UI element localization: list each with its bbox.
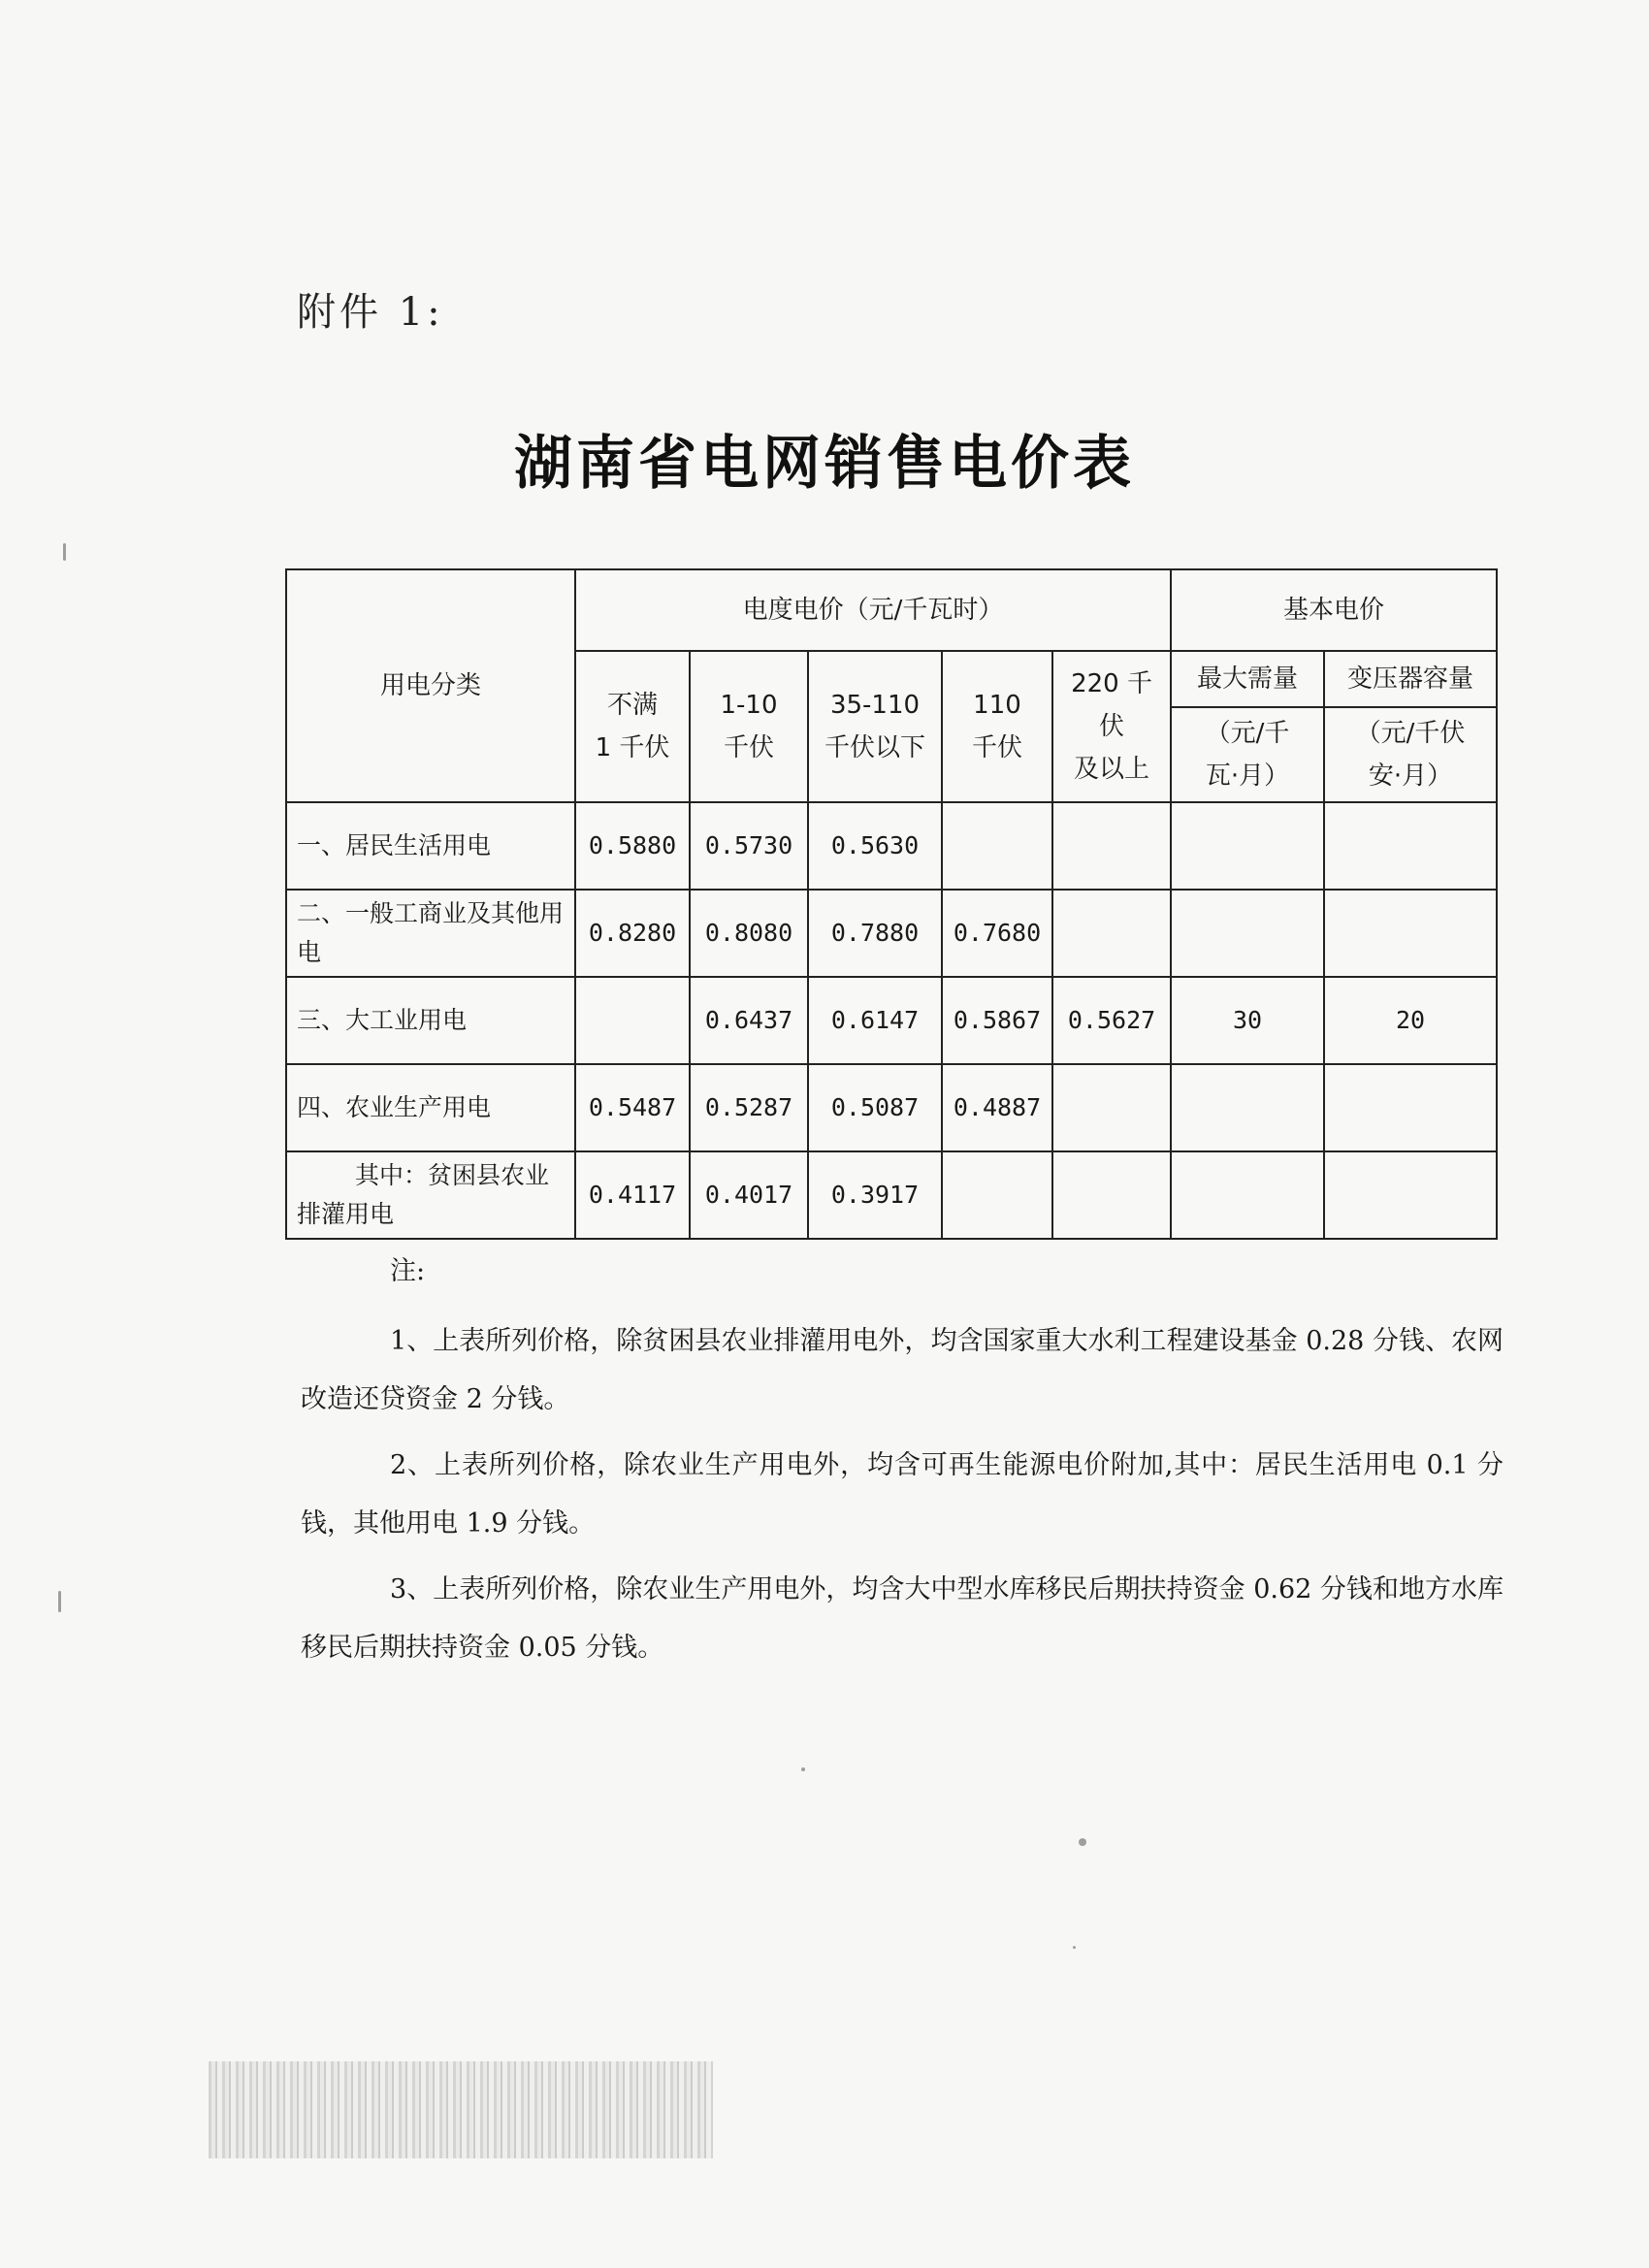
max-demand-header: 最大需量	[1171, 651, 1324, 707]
price-cell: 0.5867	[942, 977, 1052, 1064]
blurred-stamp	[209, 2061, 713, 2158]
transformer-capacity-header: 变压器容量	[1324, 651, 1497, 707]
max-demand-cell	[1171, 1151, 1324, 1239]
row-category: 三、大工业用电	[286, 977, 575, 1064]
voltage-col-line2: 千伏	[723, 733, 774, 762]
price-cell: 0.6147	[808, 977, 942, 1064]
voltage-col-35-110kv	[808, 651, 942, 802]
note-item: 1、上表所列价格，除贫困县农业排灌用电外，均含国家重大水利工程建设基金 0.28 分钱、农网改造还贷资金 2 分钱。	[301, 1326, 1504, 1414]
max-demand-cell	[1171, 890, 1324, 977]
unit-line1: （元/千	[1205, 719, 1290, 748]
transformer-cell: 20	[1324, 977, 1497, 1064]
price-table	[285, 568, 1498, 1240]
voltage-col-line1: 不满	[606, 691, 658, 720]
unit-line1: （元/千伏	[1355, 719, 1466, 748]
table-row	[286, 890, 1497, 977]
attachment-label: 附件 1:	[297, 290, 444, 335]
price-cell: 0.8280	[575, 890, 690, 977]
price-cell: 0.7680	[942, 890, 1052, 977]
price-cell: 0.5880	[575, 802, 690, 890]
price-cell: 0.4117	[575, 1151, 690, 1239]
scan-speck	[801, 1767, 805, 1771]
price-cell	[1052, 802, 1171, 890]
row-category: 其中：贫困县农业排灌用电	[286, 1151, 575, 1239]
voltage-col-line2: 千伏以下	[824, 733, 925, 762]
note-item: 3、上表所列价格，除农业生产用电外，均含大中型水库移民后期扶持资金 0.62 分钱和地方水库移民后期扶持资金 0.05 分钱。	[301, 1574, 1504, 1663]
row-category: 四、农业生产用电	[286, 1064, 575, 1151]
notes-section	[301, 1249, 1504, 1685]
price-cell	[1052, 890, 1171, 977]
price-cell	[942, 1151, 1052, 1239]
table-row	[286, 1151, 1497, 1239]
voltage-col-line1: 1-10	[720, 691, 778, 720]
voltage-col-line2: 及以上	[1074, 755, 1150, 784]
voltage-col-220kv	[1052, 651, 1171, 802]
note-item: 2、上表所列价格，除农业生产用电外，均含可再生能源电价附加,其中：居民生活用电 0.1 分钱，其他用电 1.9 分钱。	[301, 1450, 1504, 1539]
price-cell: 0.6437	[690, 977, 808, 1064]
unit-line2: 瓦·月）	[1205, 761, 1290, 791]
transformer-cell	[1324, 890, 1497, 977]
price-cell: 0.5627	[1052, 977, 1171, 1064]
voltage-col-under-1kv	[575, 651, 690, 802]
page-title: 湖南省电网销售电价表	[514, 430, 1135, 498]
voltage-col-1-10kv	[690, 651, 808, 802]
scan-speck	[1079, 1838, 1086, 1846]
energy-price-header: 电度电价（元/千瓦时）	[575, 569, 1171, 651]
unit-line2: 安·月）	[1368, 761, 1453, 791]
price-cell: 0.5487	[575, 1064, 690, 1151]
price-cell	[1052, 1151, 1171, 1239]
voltage-col-line2: 千伏	[971, 733, 1022, 762]
price-cell: 0.4887	[942, 1064, 1052, 1151]
price-cell: 0.5630	[808, 802, 942, 890]
price-cell: 0.5287	[690, 1064, 808, 1151]
price-cell: 0.5730	[690, 802, 808, 890]
row-category: 二、一般工商业及其他用电	[286, 890, 575, 977]
max-demand-cell	[1171, 1064, 1324, 1151]
voltage-col-line1: 220 千伏	[1071, 669, 1152, 741]
scan-speck	[58, 1591, 61, 1612]
price-cell: 0.8080	[690, 890, 808, 977]
price-cell	[1052, 1064, 1171, 1151]
category-header: 用电分类	[286, 569, 575, 802]
price-cell: 0.4017	[690, 1151, 808, 1239]
max-demand-cell: 30	[1171, 977, 1324, 1064]
voltage-col-110kv	[942, 651, 1052, 802]
table-row	[286, 977, 1497, 1064]
table-row	[286, 1064, 1497, 1151]
voltage-col-line1: 35-110	[829, 691, 921, 720]
price-cell: 0.5087	[808, 1064, 942, 1151]
price-cell: 0.7880	[808, 890, 942, 977]
transformer-cell	[1324, 1151, 1497, 1239]
transformer-cell	[1324, 802, 1497, 890]
table-row	[286, 802, 1497, 890]
max-demand-unit	[1171, 707, 1324, 802]
notes-label: 注:	[390, 1256, 426, 1286]
scan-speck	[1073, 1946, 1076, 1949]
basic-price-header: 基本电价	[1171, 569, 1497, 651]
transformer-capacity-unit	[1324, 707, 1497, 802]
transformer-cell	[1324, 1064, 1497, 1151]
price-cell	[942, 802, 1052, 890]
price-cell: 0.3917	[808, 1151, 942, 1239]
max-demand-cell	[1171, 802, 1324, 890]
row-category: 一、居民生活用电	[286, 802, 575, 890]
scan-speck	[63, 543, 66, 561]
price-cell	[575, 977, 690, 1064]
voltage-col-line1: 110	[973, 691, 1021, 720]
voltage-col-line2: 1 千伏	[595, 733, 670, 762]
